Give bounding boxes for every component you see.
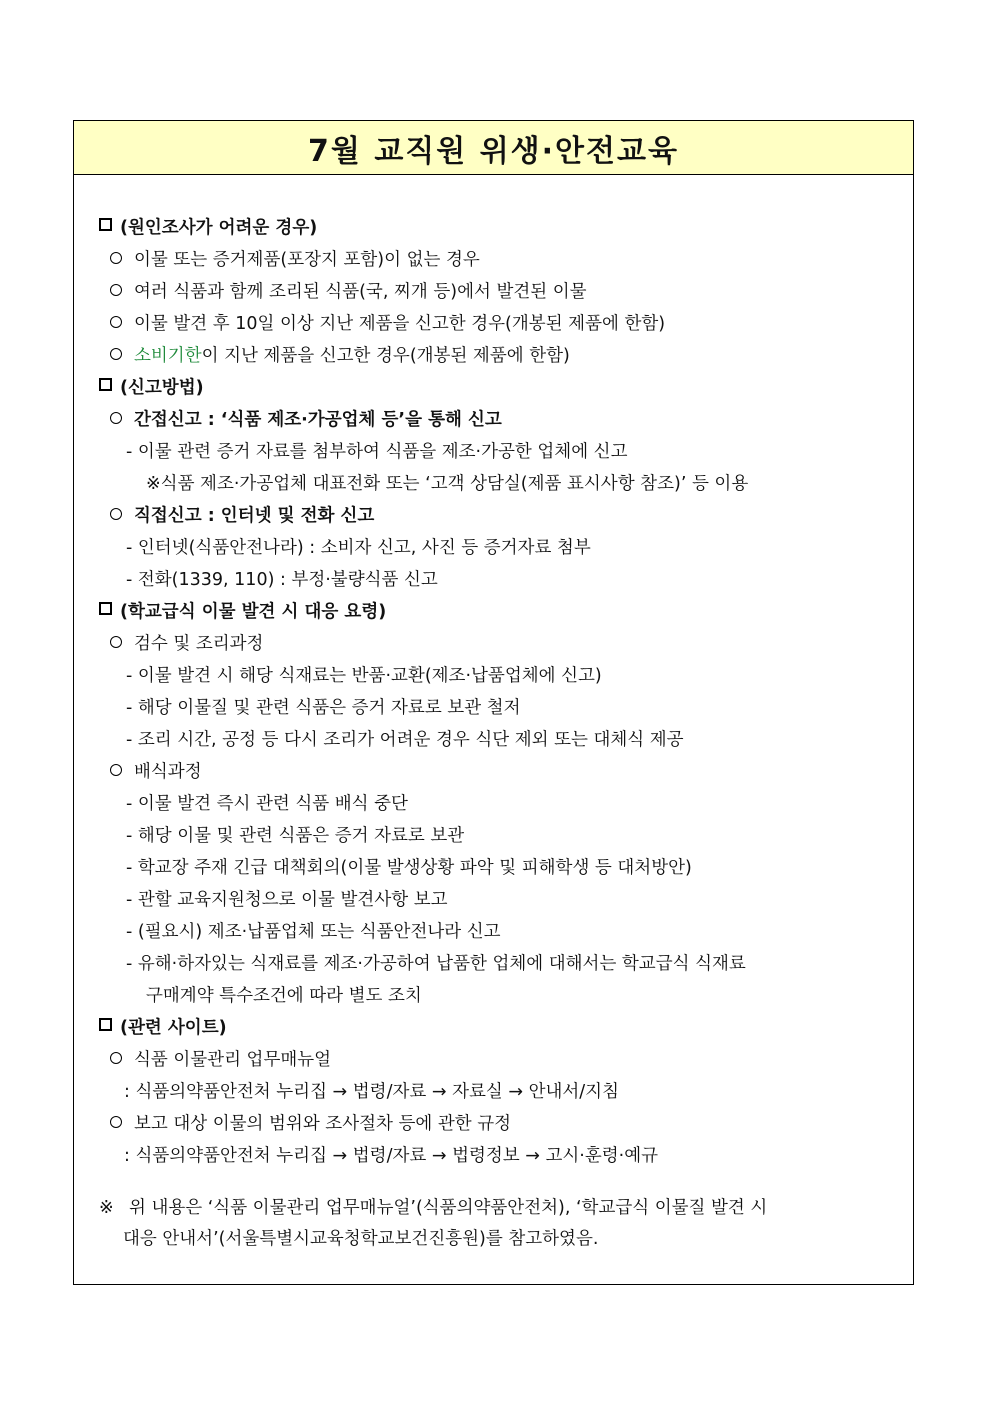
sub-item-continued: 구매계약 특수조건에 따라 별도 조치 [146, 986, 422, 1006]
sub-item: - (필요시) 제조·납품업체 또는 식품안전나라 신고 [126, 922, 501, 942]
circle-bullet-icon [110, 636, 122, 648]
sub-item: - 인터넷(식품안전나라) : 소비자 신고, 사진 등 증거자료 첨부 [126, 538, 591, 558]
note-line-1: 위 내용은 ‘식품 이물관리 업무매뉴얼’(식품의약품안전처), ‘학교급식 이물질 발견 시 [129, 1198, 768, 1218]
list-item-text: 보고 대상 이물의 범위와 조사절차 등에 관한 규정 [134, 1114, 512, 1134]
circle-bullet-icon [110, 1116, 122, 1128]
circle-bullet-icon [110, 348, 122, 360]
section-heading-2 [74, 373, 903, 403]
list-item [74, 629, 903, 659]
section-heading-text: (원인조사가 어려운 경우) [120, 218, 318, 238]
sub-item: - 전화(1339, 110) : 부정·불량식품 신고 [126, 570, 438, 590]
section-heading-4 [74, 1013, 903, 1043]
list-item-text: 여러 식품과 함께 조리된 식품(국, 찌개 등)에서 발견된 이물 [134, 282, 587, 302]
list-item-text: 이물 발견 후 10일 이상 지난 제품을 신고한 경우(개봉된 제품에 한함) [134, 314, 666, 334]
list-item [74, 277, 903, 307]
list-item-text: 식품 이물관리 업무매뉴얼 [134, 1050, 332, 1070]
list-item [74, 1109, 903, 1139]
sub-item: - 이물 발견 시 해당 식재료는 반품·교환(제조·납품업체에 신고) [126, 666, 602, 686]
list-item-text: 이 지난 제품을 신고한 경우(개봉된 제품에 한함) [201, 346, 570, 366]
circle-bullet-icon [110, 316, 122, 328]
list-item-text: 직접신고 : 인터넷 및 전화 신고 [134, 506, 375, 526]
list-item [74, 245, 903, 275]
circle-bullet-icon [110, 284, 122, 296]
site-path: : 식품의약품안전처 누리집 → 법령/자료 → 자료실 → 안내서/지침 [124, 1082, 619, 1102]
site-path: : 식품의약품안전처 누리집 → 법령/자료 → 법령정보 → 고시·훈령·예규 [124, 1146, 659, 1166]
list-item [74, 341, 903, 371]
square-bullet-icon [99, 218, 112, 231]
list-item-text: 배식과정 [134, 762, 202, 782]
note-line-2: 대응 안내서’(서울특별시교육청학교보건진흥원)를 참고하였음. [123, 1229, 599, 1249]
sub-item: - 해당 이물 및 관련 식품은 증거 자료로 보관 [126, 826, 465, 846]
circle-bullet-icon [110, 412, 122, 424]
sub-item: - 학교장 주재 긴급 대책회의(이물 발생상황 파악 및 피해학생 등 대처방안) [126, 858, 692, 878]
circle-bullet-icon [110, 764, 122, 776]
list-item-text: 검수 및 조리과정 [134, 634, 264, 654]
list-item [74, 757, 903, 787]
note-mark: ※ [99, 1198, 114, 1218]
square-bullet-icon [99, 602, 112, 615]
square-bullet-icon [99, 1018, 112, 1031]
list-item-text: 이물 또는 증거제품(포장지 포함)이 없는 경우 [134, 250, 480, 270]
sub-item: - 유해·하자있는 식재료를 제조·가공하여 납품한 업체에 대해서는 학교급식 식재료 [126, 954, 746, 974]
list-item [74, 1045, 903, 1075]
title-bar [74, 121, 913, 175]
document-box [73, 120, 914, 1285]
highlight-text: 소비기한 [134, 346, 202, 366]
reference-note [99, 1193, 901, 1255]
circle-bullet-icon [110, 1052, 122, 1064]
list-item [74, 309, 903, 339]
circle-bullet-icon [110, 508, 122, 520]
sub-item: - 해당 이물질 및 관련 식품은 증거 자료로 보관 철저 [126, 698, 521, 718]
section-heading-text: (신고방법) [120, 378, 204, 398]
section-heading-3 [74, 597, 903, 627]
sub-item: - 이물 발견 즉시 관련 식품 배식 중단 [126, 794, 408, 814]
sub-note: ※식품 제조·가공업체 대표전화 또는 ‘고객 상담실(제품 표시사항 참조)’ 등 이용 [146, 474, 749, 494]
sub-item: - 이물 관련 증거 자료를 첨부하여 식품을 제조·가공한 업체에 신고 [126, 442, 628, 462]
section-heading-text: (학교급식 이물 발견 시 대응 요령) [120, 602, 387, 622]
list-item [74, 405, 903, 435]
page-title: 7월 교직원 위생·안전교육 [308, 133, 679, 169]
section-heading-1 [74, 213, 903, 243]
sub-item: - 관할 교육지원청으로 이물 발견사항 보고 [126, 890, 448, 910]
sub-item: - 조리 시간, 공정 등 다시 조리가 어려운 경우 식단 제외 또는 대체식 제공 [126, 730, 684, 750]
section-heading-text: (관련 사이트) [120, 1018, 227, 1038]
list-item-text: 간접신고 : ‘식품 제조·가공업체 등’을 통해 신고 [134, 410, 502, 430]
square-bullet-icon [99, 378, 112, 391]
circle-bullet-icon [110, 252, 122, 264]
list-item [74, 501, 903, 531]
